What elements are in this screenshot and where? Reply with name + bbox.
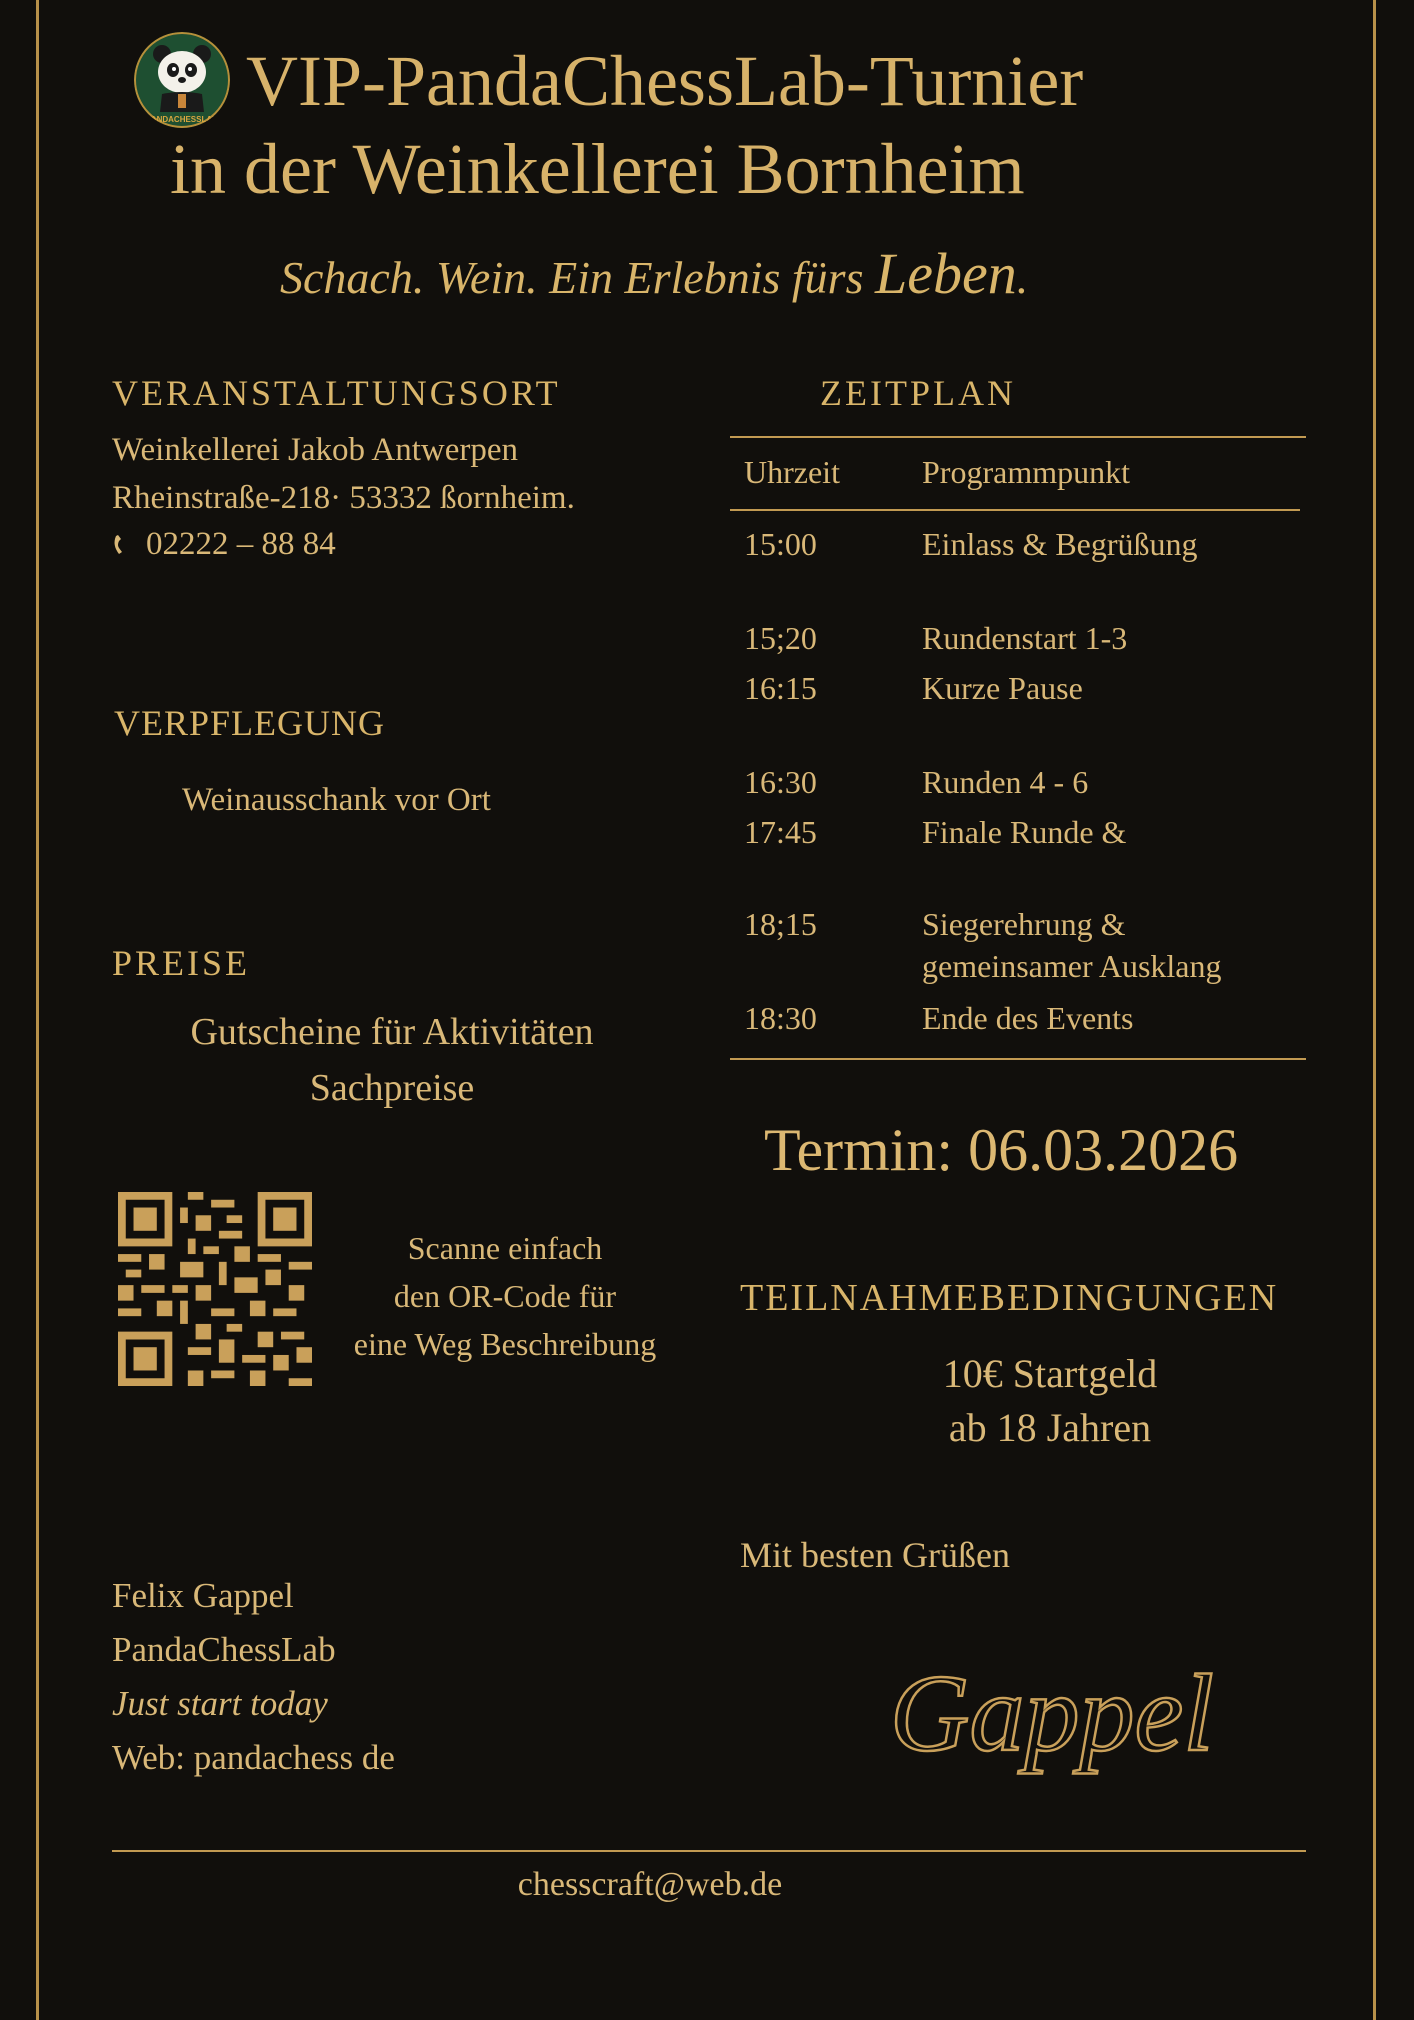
schedule-time: 17:45 [744, 814, 817, 850]
venue-heading: VERANSTALTUNGSORT [112, 373, 561, 413]
catering-item: Weinausschank vor Ort [182, 782, 491, 818]
schedule-col-time: Uhrzeit [744, 454, 840, 490]
schedule-program-line2: gemeinsamer Ausklang [922, 948, 1222, 984]
schedule-time: 18;15 [744, 906, 817, 942]
venue-phone [112, 526, 336, 563]
schedule-bottom-divider [730, 1058, 1306, 1060]
footer-email[interactable]: chesscraft@web.de [517, 1866, 783, 1903]
pandachesslab-logo [134, 32, 230, 128]
sender-name: Felix Gappel [112, 1576, 294, 1615]
sender-web[interactable]: Web: pandachess de [112, 1738, 395, 1777]
qr-code[interactable] [118, 1192, 312, 1386]
prize-item-2: Sachpreise [309, 1067, 475, 1109]
footer-divider [112, 1850, 1306, 1852]
svg-text:Gappel: Gappel [890, 1652, 1214, 1774]
schedule-heading: ZEITPLAN [820, 373, 1016, 413]
schedule-top-divider [730, 436, 1306, 438]
conditions-heading: TEILNAHMEBEDINGUNGEN [740, 1277, 1279, 1319]
tagline [280, 240, 1028, 307]
condition-item-1: 10€ Startgeld [942, 1351, 1158, 1396]
schedule-time: 16:15 [744, 670, 817, 706]
tagline-main: Schach. Wein. Ein Erlebnis fürs [280, 252, 875, 303]
handwritten-signature [880, 1610, 1220, 1810]
event-date: Termin: 06.03.2026 [764, 1117, 1239, 1183]
venue-phone-number: 02222 – 88 84 [146, 526, 336, 562]
tagline-emphasis: Leben [874, 241, 1017, 306]
schedule-time: 15:00 [744, 526, 817, 562]
venue-name: Weinkellerei Jakob Antwerpen [112, 432, 519, 468]
schedule-col-program: Programmpunkt [922, 454, 1130, 490]
qr-text-line1: Scanne einfach [407, 1230, 603, 1266]
schedule-program: Finale Runde & [922, 814, 1127, 850]
closing-greeting: Mit besten Grüßen [740, 1535, 1010, 1575]
schedule-program: Ende des Events [922, 1000, 1134, 1036]
schedule-time: 16:30 [744, 764, 817, 800]
schedule-program: Runden 4 - 6 [922, 764, 1089, 800]
schedule-time: 18:30 [744, 1000, 817, 1036]
catering-heading: VERPFLEGUNG [114, 703, 386, 743]
qr-text-line3: eine Weg Beschreibung [353, 1326, 657, 1362]
sender-slogan: Just start today [112, 1684, 328, 1723]
sender-org: PandaChessLab [112, 1630, 336, 1669]
tagline-end: . [1016, 252, 1029, 303]
schedule-header-divider [730, 509, 1300, 511]
schedule-program: Kurze Pause [922, 670, 1083, 706]
prizes-heading: PREISE [112, 943, 251, 983]
page-title-line1: VIP-PandaChessLab-Turnier [246, 41, 1084, 121]
condition-item-2: ab 18 Jahren [948, 1405, 1152, 1450]
page-title-line2: in der Weinkellerei Bornheim [170, 129, 1025, 209]
schedule-time: 15;20 [744, 620, 817, 656]
schedule-program: Einlass & Begrüßung [922, 526, 1198, 562]
qr-text-line2: den OR-Code für [393, 1278, 617, 1314]
schedule-program: Rundenstart 1-3 [922, 620, 1128, 656]
prize-item-1: Gutscheine für Aktivitäten [190, 1011, 594, 1053]
svg-text:PANDACHESSLAB: PANDACHESSLAB [146, 115, 218, 124]
schedule-program: Siegerehrung & [922, 906, 1126, 942]
phone-icon [112, 528, 130, 550]
venue-address: Rheinstraße-218· 53332 ßornheim. [112, 480, 575, 516]
